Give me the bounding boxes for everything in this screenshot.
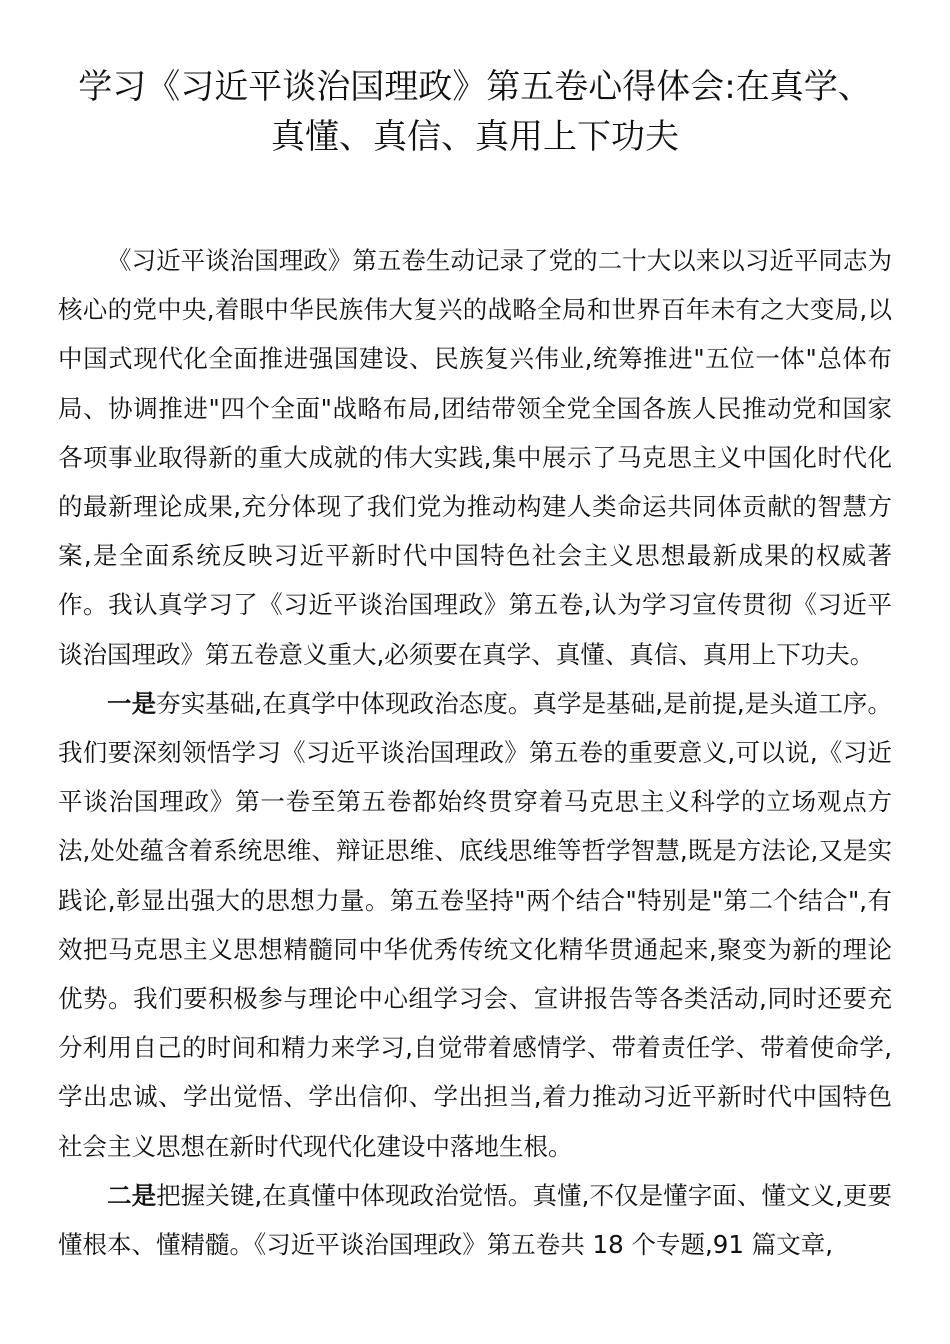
document-title <box>58 62 892 162</box>
paragraph-point-two-lead: 二是 <box>107 1180 157 1210</box>
paragraph-point-two-text: 把握关键,在真懂中体现政治觉悟。真懂,不仅是懂字面、懂文义,更要懂根本、懂精髓。《习近平谈治国理政》第五卷共 18 个专题,91 篇文章, <box>58 1180 892 1260</box>
paragraph-point-one <box>58 679 892 1171</box>
paragraph-point-one-lead: 一是 <box>107 688 157 718</box>
paragraph-intro-text: 《习近平谈治国理政》第五卷生动记录了党的二十大以来以习近平同志为核心的党中央,着眼中华民族伟大复兴的战略全局和世界百年未有之大变局,以中国式现代化全面推进强国建设、民族复兴伟业,统筹推进"五位一体"总体布局、协调推进"四个全面"战略布局,团结带领全党全国各族人民推动党和国家各项事业取得新的重大成就的伟大实践,集中展示了马克思主义中国化时代化的最新理论成果,充分体现了我们党为推动构建人类命运共同体贡献的智慧方案,是全面系统反映习近平新时代中国特色社会主义思想最新成果的权威著作。我认真学习了《习近平谈治国理政》第五卷,认为学习宣传贯彻《习近平谈治国理政》第五卷意义重大,必须要在真学、真懂、真信、真用上下功夫。 <box>58 246 892 669</box>
title-line-1: 学习《习近平谈治国理政》第五卷心得体会:在真学、 <box>78 67 872 107</box>
paragraph-point-one-text: 夯实基础,在真学中体现政治态度。真学是基础,是前提,是头道工序。我们要深刻领悟学习《习近平谈治国理政》第五卷的重要意义,可以说,《习近平谈治国理政》第一卷至第五卷都始终贯穿着马克思主义科学的立场观点方法,处处蕴含着系统思维、辩证思维、底线思维等哲学智慧,既是方法论,又是实践论,彰显出强大的思想力量。第五卷坚持"两个结合"特别是"第二个结合",有效把马克思主义思想精髓同中华优秀传统文化精华贯通起来,聚变为新的理论优势。我们要积极参与理论中心组学习会、宣讲报告等各类活动,同时还要充分利用自己的时间和精力来学习,自觉带着感情学、带着责任学、带着使命学,学出忠诚、学出觉悟、学出信仰、学出担当,着力推动习近平新时代中国特色社会主义思想在新时代现代化建设中落地生根。 <box>58 688 892 1161</box>
title-line-2: 真懂、真信、真用上下功夫 <box>271 117 679 157</box>
document-body <box>58 236 892 1269</box>
paragraph-intro <box>58 236 892 679</box>
paragraph-point-two <box>58 1171 892 1269</box>
